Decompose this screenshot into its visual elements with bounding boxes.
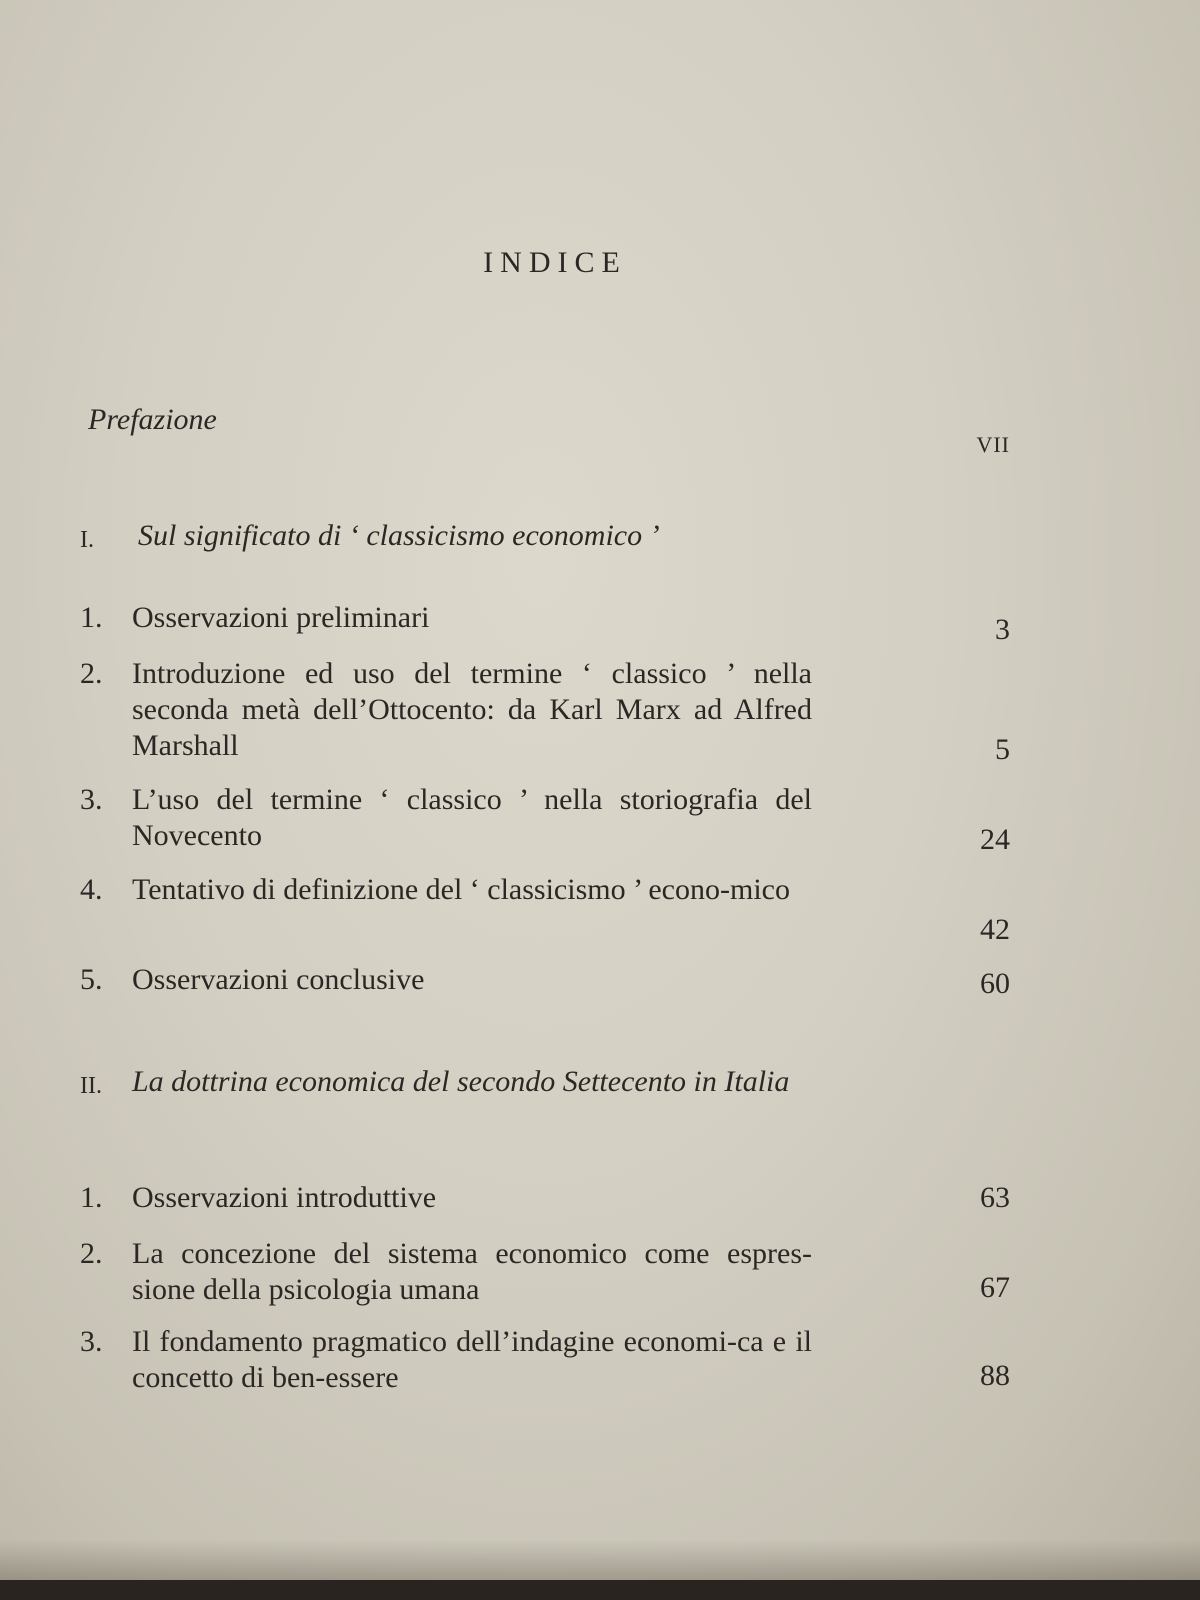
chapter-title: Sul significato di ‘ classicismo economico ’ [138,519,660,552]
chapter-numeral: II. [80,1073,102,1099]
section-number: 1. [80,601,103,634]
section-number: 2. [80,1237,103,1270]
section-page-number: 42 [980,913,1010,946]
section-title: Osservazioni introduttive [132,1181,437,1214]
section-page-number: 5 [995,733,1010,766]
section-number: 5. [80,963,103,996]
page-edge-shadow [0,1540,1200,1580]
section-number: 1. [80,1181,103,1214]
preface-page-number: VII [976,432,1010,457]
section-title: Tentativo di definizione del ‘ classicismo ’ econo-mico [132,873,790,906]
preface-title: Prefazione [88,403,217,436]
section-page-number: 24 [980,823,1010,856]
section-number: 3. [80,1325,103,1358]
chapter-numeral: I. [80,527,94,553]
section-title: Osservazioni preliminari [132,601,430,634]
section-title: Osservazioni conclusive [132,963,425,996]
section-title: La concezione del sistema economico come espres-sione della psicologia umana [132,1237,812,1306]
section-number: 3. [80,783,103,816]
section-title: L’uso del termine ‘ classico ’ nella storiografia del Novecento [132,783,812,852]
index-heading: INDICE [483,246,627,279]
section-page-number: 63 [980,1181,1010,1214]
section-page-number: 67 [980,1271,1010,1304]
section-title: Introduzione ed uso del termine ‘ classico ’ nella seconda metà dell’Ottocento: da Karl Marx ad Alfred Marshall [132,657,812,762]
section-page-number: 88 [980,1359,1010,1392]
section-title: Il fondamento pragmatico dell’indagine economi-ca e il concetto di ben-essere [132,1325,812,1394]
section-page-number: 3 [995,613,1010,646]
section-number: 4. [80,873,103,906]
section-page-number: 60 [980,967,1010,1000]
section-number: 2. [80,657,103,690]
chapter-title: La dottrina economica del secondo Settecento in Italia [132,1065,790,1098]
